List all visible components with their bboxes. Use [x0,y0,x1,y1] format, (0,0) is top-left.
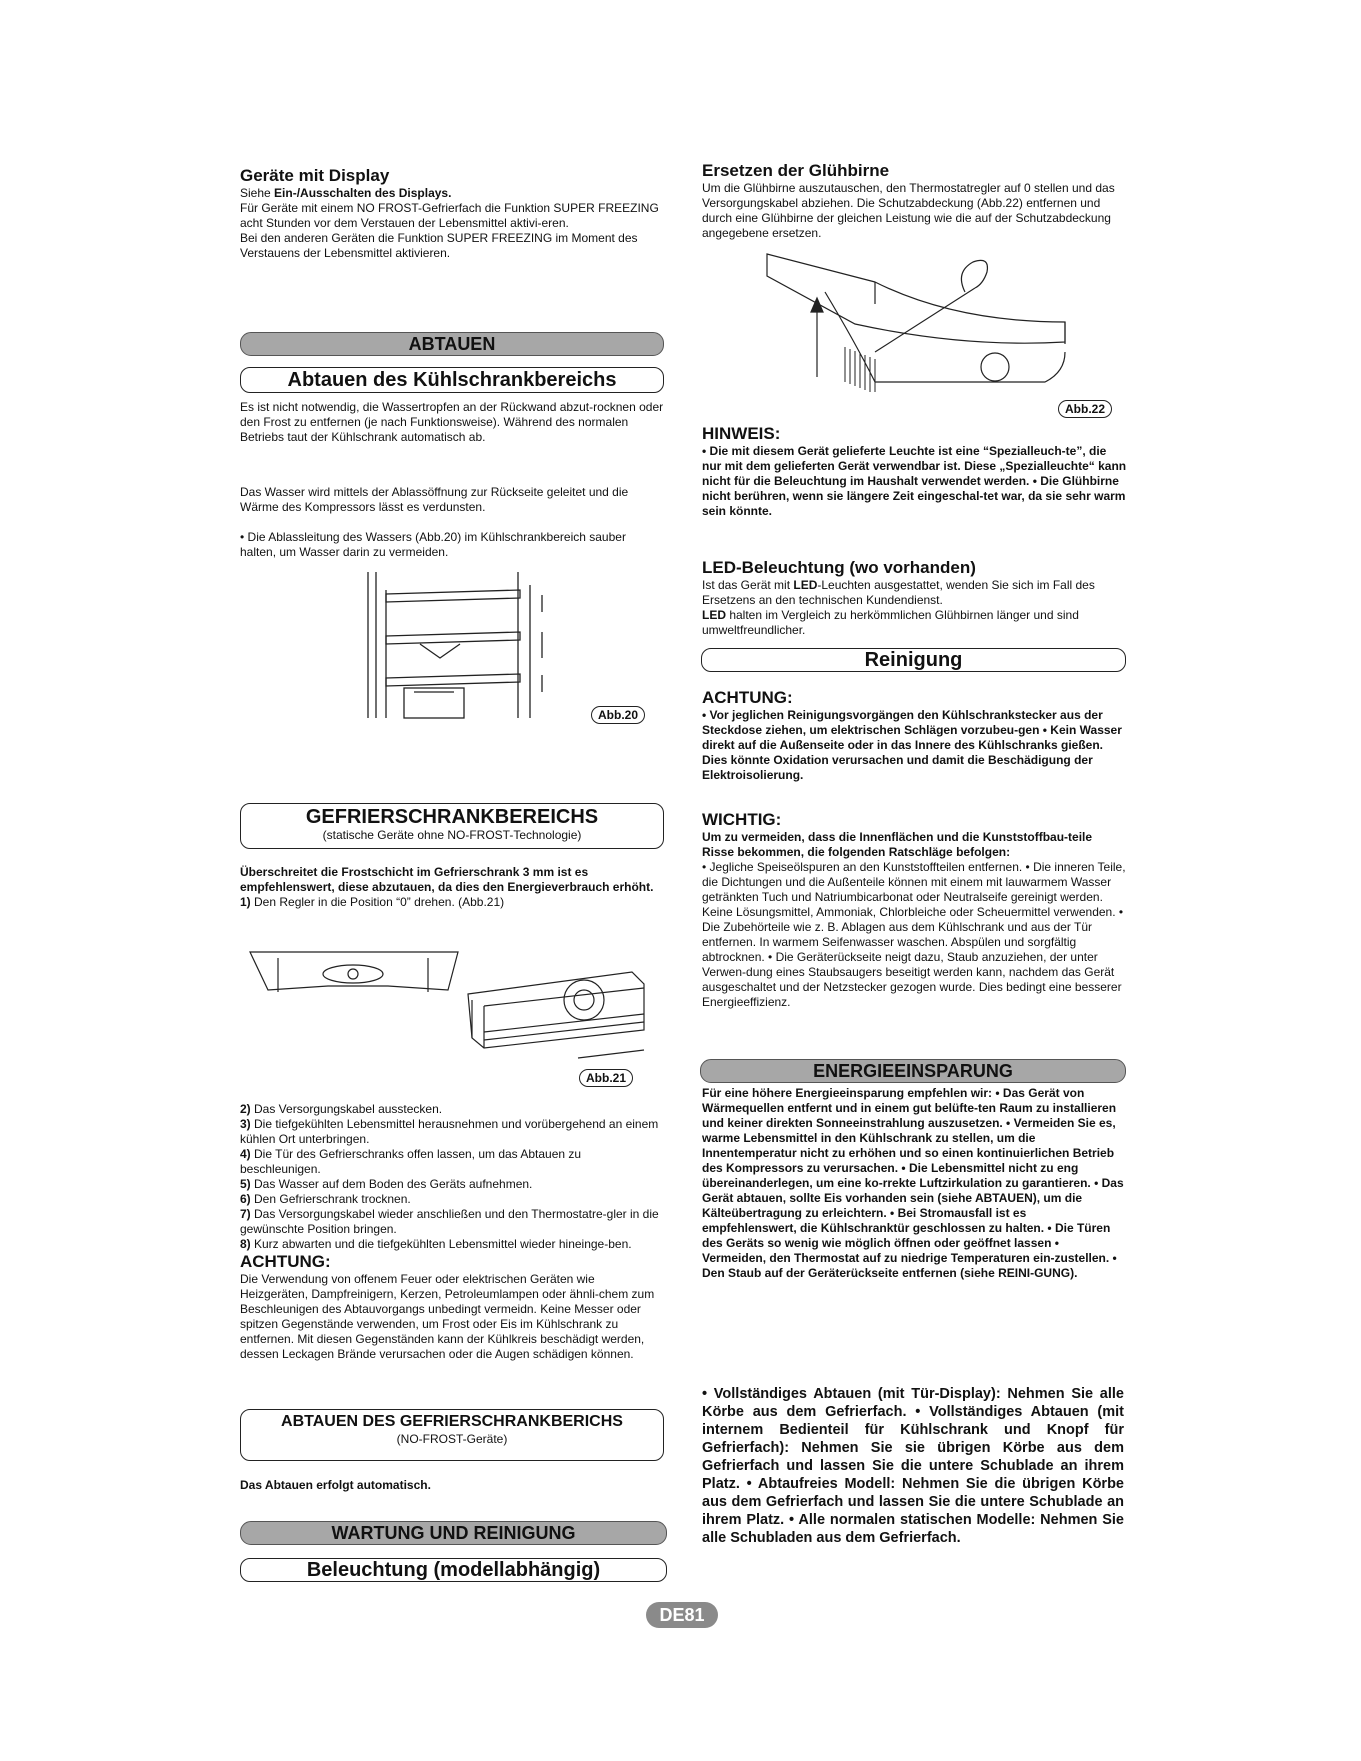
kuehl-paragraph-1: Es ist nicht notwendig, die Wassertropfen an der Rückwand abzut-rocknen oder den Frost zu entfernen (je nach Funktionsweise). Während des normalen Betriebs taut der Kühlschrank automatisch ab. [240,400,664,444]
kuehl-section [240,400,665,445]
wartung-banner: WARTUNG UND REINIGUNG [240,1521,667,1545]
energie-text: Für eine höhere Energieeinsparung empfehlen wir: • Das Gerät von Wärmequellen entfernt und in einem gut belüfte-ten Raum zu installieren und keiner direkten Sonneeinstrahlung auszusetzen. • Vermeiden Sie es, warme Lebensmittel in den Kühlschrank zu stellen, um die Innentemperatur nicht zu erhöhen und so einen kontinuierlichen Betrieb des Kompressors zu verursachen. • Die Lebensmittel nicht zu eng übereinanderlegen, um eine ko-rrekte Luftzirkulation zu garantieren. • Das Gerät abtauen, sollte Eis vorhanden sein (siehe ABTAUEN), um die Kälteübertragung zu erleichtern. • Bei Stromausfall ist es empfehlenswert, die Kühlschranktür geschlossen zu halten. • Die Türen des Geräts so wenig wie möglich öffnen oder geöffnet lassen • Vermeiden, den Thermostat auf zu niedrige Temperaturen ein-zustellen. • Den Staub auf der Geräterückseite entfernen (siehe REINI-GUNG). [702,1086,1124,1280]
freezer-control-illustration [248,950,648,1080]
display-paragraph-2: Bei den anderen Geräten die Funktion SUPER FREEZING im Moment des Verstauens der Lebensmittel aktivieren. [240,231,638,260]
gefrier-section [240,865,665,910]
energie-banner: ENERGIEEINSPARUNG [700,1059,1126,1083]
page-number: DE81 [646,1602,718,1628]
hinweis-section [702,424,1127,519]
display-title: Geräte mit Display [240,166,390,185]
led-section [702,558,1132,638]
fig22-label: Abb.22 [1058,400,1112,418]
wichtig-section [702,810,1127,1010]
achtung-title-right: ACHTUNG: [702,688,793,707]
beleuchtung-title: Beleuchtung (modellabhängig) [240,1558,667,1582]
fig20-label: Abb.20 [591,706,645,724]
display-see: Siehe Ein-/Ausschalten des Displays. [240,186,452,200]
led-paragraph-1: Ist das Gerät mit LED-Leuchten ausgestattet, wenden Sie sich im Fall des Ersetzens an den technischen Kundendienst. [702,578,1095,607]
hinweis-text: • Die mit diesem Gerät gelieferte Leuchte ist eine “Spezialleuch-te”, die nur mit dem gelieferten Gerät verwendbar ist. Diese „Spezialleuchte“ kann nicht für die Beleuchtung im Haushalt verwendet werden. • Die Glühbirne nicht berühren, wenn sie längere Zeit eingeschal-tet war, da sie sehr warm sein könnte. [702,444,1127,518]
wichtig-title: WICHTIG: [702,810,782,829]
bulb-text: Um die Glühbirne auszutauschen, den Thermostatregler auf 0 stellen und das Versorgungskabel abziehen. Die Schutzabdeckung (Abb.22) entfernen und durch eine Glühbirne der gleichen Leistung wie die auf der Schutzabdeckung angegebene ersetzen. [702,181,1115,240]
nofrost-text: Das Abtauen erfolgt automatisch. [240,1478,431,1492]
gefrier-title-box [240,803,664,849]
steps-list [240,1102,665,1362]
gefrier-title: GEFRIERSCHRANKBEREICHS [305,806,599,828]
bulb-section [702,161,1127,241]
kuehl-paragraph-2: Das Wasser wird mittels der Ablassöffnung zur Rückseite geleitet und die Wärme des Kompressors lässt es verdunsten. [240,485,629,514]
step-item: 5) Das Wasser auf dem Boden des Geräts aufnehmen. [240,1177,533,1191]
step-item: 4) Die Tür des Gefrierschranks offen lassen, um das Abtauen zu beschleunigen. [240,1147,582,1176]
achtung-text-left: Die Verwendung von offenem Feuer oder elektrischen Geräten wie Heizgeräten, Dampfreinigern, Kerzen, Petroleumlampen oder ähnli-chem zum Beschleunigen des Abtauvorgangs unbedingt vermeidn. Keine Messer oder spitzen Gegenstände verwenden, um Frost oder Eis im Kühlschrank zu entfernen. Mit diesen Gegenständen kann der Kühlkreis beschädigt werden, dessen Leckagen Brände verursachen oder die Augen schädigen können. [240,1272,655,1361]
display-paragraph-1: Für Geräte mit einem NO FROST-Gefrierfach die Funktion SUPER FREEZING acht Stunden vor dem Verstauen der Lebensmittel aktivi-eren. [240,201,659,230]
step-item: 7) Das Versorgungskabel wieder anschließen und den Thermostatre-gler in die gewünschte Position bringen. [240,1207,659,1236]
gefrier-warning: Überschreitet die Frostschicht im Gefrierschrank 3 mm ist es empfehlenswert, diese abzutauen, da dies den Energieverbrauch erhöht. [240,865,654,894]
nofrost-subtitle: (NO-FROST-Geräte) [396,1432,508,1446]
step-1: 1) Den Regler in die Position “0” drehen. (Abb.21) [240,895,505,909]
nofrost-title-box [240,1409,664,1461]
kuehl-section-3 [240,530,665,560]
hinweis-title: HINWEIS: [702,424,781,443]
achtung-section-right [702,688,1127,783]
bulb-title: Ersetzen der Glühbirne [702,161,890,180]
gefrier-subtitle: (statische Geräte ohne NO-FROST-Technologie) [322,828,582,842]
achtung-text-right: • Vor jeglichen Reinigungsvorgängen den Kühlschrankstecker aus der Steckdose ziehen, um elektrischen Schlägen vorzubeu-gen • Kein Wasser direkt auf die Außenseite oder in das Innere des Kühlschranks gießen. Dies könnte Oxidation verursachen und damit die Beschädigung der Elektroisolierung. [702,708,1122,782]
fig21-label: Abb.21 [579,1069,633,1087]
kuehl-paragraph-3: • Die Ablassleitung des Wassers (Abb.20) im Kühlschrankbereich sauber halten, um Wasser darin zu vermeiden. [240,530,626,559]
achtung-title-left: ACHTUNG: [240,1252,331,1271]
abtauen-banner: ABTAUEN [240,332,664,356]
kuehl-section-2 [240,485,665,515]
step-item: 2) Das Versorgungskabel ausstecken. [240,1102,443,1116]
reinigung-title: Reinigung [701,648,1126,672]
wichtig-text: • Jegliche Speiseölspuren an den Kunststoffteilen entfernen. • Die inneren Teile, die Dichtungen und die Außenteile können mit einem mit lauwarmem Wasser getränkten Tuch und Natriumbicarbonat oder Neutralseife gereinigt werden. Keine Lösungsmittel, Ammoniak, Chlorbleiche oder Scheuermittel verwenden. • Die Zubehörteile wie z. B. Ablagen aus dem Kühlschrank und aus der Tür entfernen. In warmem Seifenwasser waschen. Abspülen und sorgfältig abtrocknen. • Die Geräterückseite neigt dazu, Staub anzuziehen, der unter Verwen-dung eines Staubsaugers beseitigt werden kann, nachdem das Gerät ausgeschaltet und der Netzstecker gezogen wurde. Dies bedingt eine besserer Energieeffizienz. [702,860,1126,1009]
step-item: 6) Den Gefrierschrank trocknen. [240,1192,411,1206]
display-section [240,166,670,261]
led-title: LED-Beleuchtung (wo vorhanden) [702,558,976,577]
bulb-cover-illustration [765,252,1075,407]
wichtig-bold: Um zu vermeiden, dass die Innenflächen und die Kunststoffbau-teile Risse bekommen, die folgenden Ratschläge befolgen: [702,830,1093,859]
fridge-shelves-illustration [360,570,560,720]
led-paragraph-2: LED halten im Vergleich zu herkömmlichen Glühbirnen länger und sind umweltfreundlicher. [702,608,1079,637]
kuehl-title: Abtauen des Kühlschrankbereichs [240,367,664,393]
nofrost-title: ABTAUEN DES GEFRIERSCHRANKBERICHS [281,1413,623,1430]
step-item: 8) Kurz abwarten und die tiefgekühlten Lebensmittel wieder hineinge-ben. [240,1237,632,1251]
abtauen-modes-text: • Vollständiges Abtauen (mit Tür-Display): Nehmen Sie alle Körbe aus dem Gefrierfach. • Vollständiges Abtauen (mit internem Bedienteil für Kühlschrank und Knopf für Gefrierfach): Nehmen Sie sie übrigen Körbe aus dem Gefrierfach und lassen Sie die untere Schublade an ihrem Platz. • Abtaufreies Modell: Nehmen Sie die übrigen Körbe aus dem Gefrierfach und lassen Sie die untere Schublade an ihrem Platz. • Alle normalen statischen Modelle: Nehmen Sie alle Schubladen aus dem Gefrierfach. [702,1386,1124,1546]
step-item: 3) Die tiefgekühlten Lebensmittel herausnehmen und vorübergehend an einem kühlen Ort unterbringen. [240,1117,659,1146]
